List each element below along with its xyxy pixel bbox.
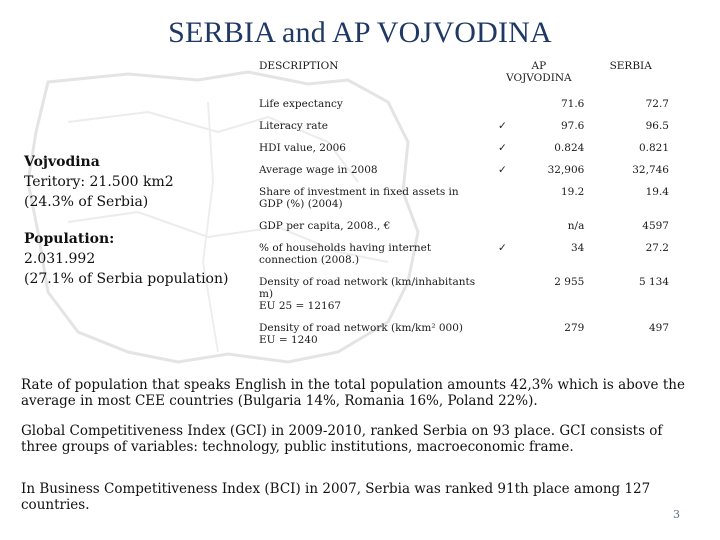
row-serbia-value: 27.2 bbox=[645, 242, 669, 254]
ap-value-text: 2 955 bbox=[554, 276, 585, 288]
population-share: (27.1% of Serbia population) bbox=[24, 271, 229, 287]
population-label: Population: bbox=[24, 231, 115, 247]
row-description bbox=[255, 142, 489, 164]
row-serbia-value: 19.4 bbox=[645, 186, 669, 198]
territory-area: Teritory: 21.500 km2 bbox=[24, 174, 174, 190]
header-ap-line2: VOJVODINA bbox=[506, 72, 572, 84]
row-description-text: HDI value, 2006 bbox=[259, 142, 346, 154]
table-row bbox=[255, 242, 673, 276]
table-row bbox=[255, 142, 673, 164]
region-name: Vojvodina bbox=[24, 154, 100, 170]
row-ap-value bbox=[489, 164, 588, 186]
ap-value-text: 71.6 bbox=[560, 98, 585, 110]
note-english: Rate of population that speaks English in the total population amounts 42,3% which is above the average in most CEE countries (Bulgaria 14%, Romania 16%, Poland 22%). bbox=[21, 377, 685, 409]
row-ap-value bbox=[489, 220, 588, 242]
checkmark-icon: ✓ bbox=[497, 142, 507, 154]
row-serbia-value: 96.5 bbox=[645, 120, 669, 132]
row-ap-value bbox=[489, 276, 588, 322]
ap-value-text: 32,906 bbox=[547, 164, 585, 176]
row-description-text: Density of road network (km/km² 000) bbox=[259, 322, 464, 334]
row-description bbox=[255, 164, 489, 186]
row-description-text: GDP per capita, 2008., € bbox=[259, 220, 391, 232]
row-serbia-value: 0.821 bbox=[638, 142, 669, 154]
row-description-text: Average wage in 2008 bbox=[259, 164, 378, 176]
row-description-text: Density of road network (km/inhabitants m) bbox=[259, 276, 476, 300]
note-gci: Global Competitiveness Index (GCI) in 2009-2010, ranked Serbia on 93 place. GCI consists of three groups of variables: technology, public institutions, macroeconomic frame. bbox=[21, 423, 663, 455]
territory-share: (24.3% of Serbia) bbox=[24, 194, 149, 210]
row-description bbox=[255, 220, 489, 242]
table-row bbox=[255, 186, 673, 220]
population-value: 2.031.992 bbox=[24, 251, 96, 267]
table-row bbox=[255, 98, 673, 120]
row-description bbox=[255, 276, 489, 322]
row-serbia-value: 4597 bbox=[642, 220, 669, 232]
row-ap-value bbox=[489, 242, 588, 276]
comparison-table bbox=[255, 60, 673, 360]
note-bci: In Business Competitiveness Index (BCI) in 2007, Serbia was ranked 91th place among 127 countries. bbox=[21, 481, 651, 513]
table-header-row bbox=[255, 60, 673, 98]
ap-value-text: 34 bbox=[570, 242, 585, 254]
header-ap-line1: AP bbox=[531, 60, 547, 72]
checkmark-icon: ✓ bbox=[497, 164, 507, 176]
row-ap-value bbox=[489, 142, 588, 164]
table-row bbox=[255, 276, 673, 322]
checkmark-icon: ✓ bbox=[497, 120, 507, 132]
row-serbia-value: 72.7 bbox=[645, 98, 669, 110]
row-description bbox=[255, 242, 489, 276]
ap-value-text: 0.824 bbox=[554, 142, 585, 154]
row-description bbox=[255, 120, 489, 142]
row-description-text: Life expectancy bbox=[259, 98, 343, 110]
row-ap-value bbox=[489, 322, 588, 360]
row-description bbox=[255, 322, 489, 360]
row-description bbox=[255, 186, 489, 220]
row-description-note: EU = 1240 bbox=[259, 334, 318, 346]
header-ap-vojvodina bbox=[489, 60, 588, 98]
ap-value-text: 97.6 bbox=[560, 120, 585, 132]
row-serbia-value: 32,746 bbox=[632, 164, 669, 176]
table-row bbox=[255, 120, 673, 142]
row-description bbox=[255, 98, 489, 120]
page-number: 3 bbox=[673, 508, 680, 521]
row-serbia-value: 5 134 bbox=[638, 276, 669, 288]
ap-value-text: 279 bbox=[564, 322, 585, 334]
checkmark-icon: ✓ bbox=[497, 242, 507, 254]
territory-info bbox=[24, 152, 174, 212]
row-description-note: EU 25 = 12167 bbox=[259, 300, 342, 312]
header-serbia: SERBIA bbox=[609, 60, 652, 72]
table-row bbox=[255, 220, 673, 242]
table-row bbox=[255, 322, 673, 360]
row-ap-value bbox=[489, 120, 588, 142]
ap-value-text: 19.2 bbox=[560, 186, 585, 198]
table-row bbox=[255, 164, 673, 186]
row-description-text: % of households having internet connection (2008.) bbox=[259, 242, 432, 266]
row-serbia-value: 497 bbox=[648, 322, 669, 334]
row-ap-value bbox=[489, 186, 588, 220]
row-description-text: Literacy rate bbox=[259, 120, 328, 132]
row-ap-value bbox=[489, 98, 588, 120]
header-description: DESCRIPTION bbox=[259, 60, 339, 72]
ap-value-text: n/a bbox=[567, 220, 585, 232]
page-title: SERBIA and AP VOJVODINA bbox=[168, 16, 552, 49]
population-info bbox=[24, 229, 228, 289]
row-description-text: Share of investment in fixed assets in GDP (%) (2004) bbox=[259, 186, 459, 210]
